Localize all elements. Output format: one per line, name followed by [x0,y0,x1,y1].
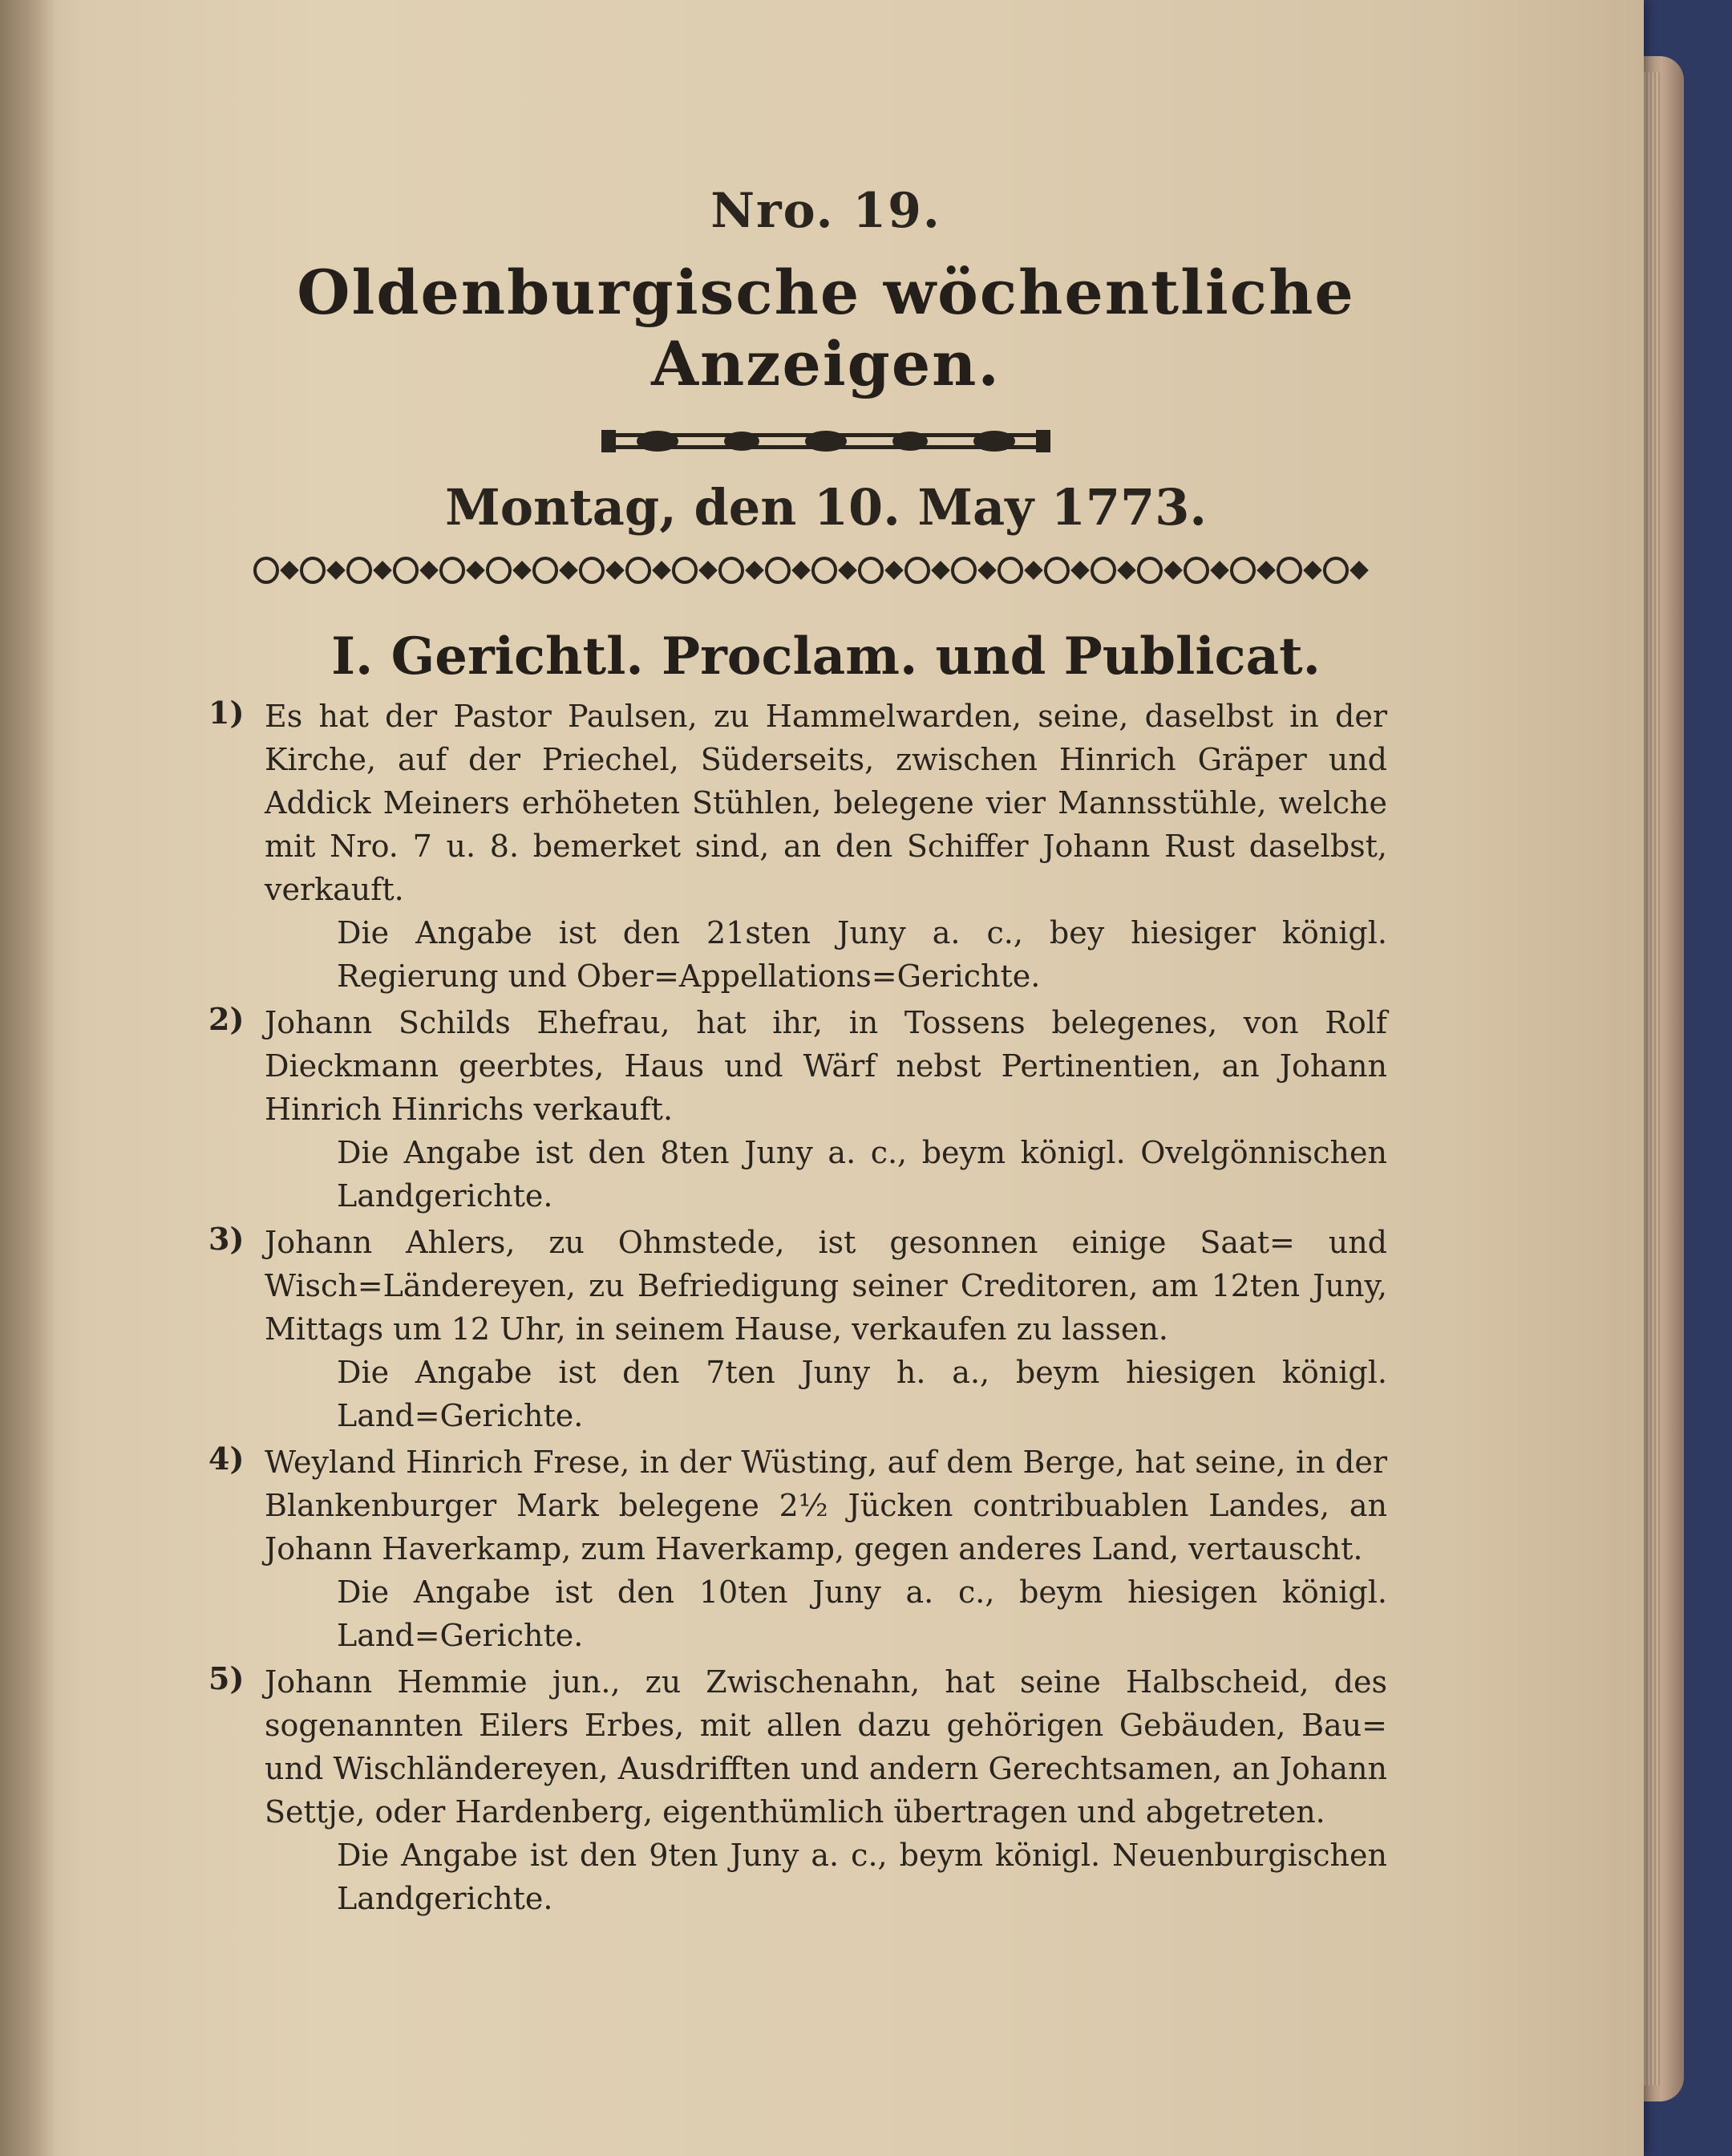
date-ornament-row [249,553,1403,588]
entry-note: Die Angabe ist den 8ten Juny a. c., beym königl. Ovelgönnischen Landgerichte. [337,1135,1387,1214]
ornament-diamond [608,563,622,578]
ornament-ring [255,558,277,582]
ornament-diamond [1166,563,1180,578]
ornament-ring [301,558,324,582]
ornament-ring [674,558,696,582]
ornament-ring [860,558,882,582]
entry-number: 2) [208,1001,245,1037]
entry-number: 1) [208,695,245,731]
ornament-cap-left [601,430,616,452]
ornament-ring [1185,558,1208,582]
entry-text: Johann Ahlers, zu Ohmstede, ist gesonnen einige Saat= und Wisch=Ländereyen, zu Befriedigung seiner Creditoren, am 12ten Juny, Mittags um 12 Uhr, in seinem Hause, verkaufen zu lassen. [265,1225,1387,1347]
ornament-diamond [1212,563,1227,578]
ornament-diamond [515,563,529,578]
ornament-diamond [561,563,576,578]
entry-note: Die Angabe ist den 9ten Juny a. c., beym königl. Neuenburgischen Landgerichte. [337,1838,1387,1916]
ornament-ring [953,558,975,582]
ornament-diamond [1259,563,1273,578]
ornament-ring [767,558,789,582]
ornament-diamond [1352,563,1366,578]
issue-date: Montag, den 10. May 1773. [445,478,1207,537]
ornament-ring [720,558,743,582]
entry-3 [208,1221,1387,1437]
ornament-ring [813,558,836,582]
section-heading: I. Gerichtl. Proclam. und Publicat. [331,626,1321,687]
entry-number: 5) [208,1660,245,1696]
ornament-diamond [375,563,390,578]
title-ornament-bar [601,427,1050,456]
ornament-cap-right [1036,430,1050,452]
ornament-ring [1139,558,1161,582]
ornament-ring [1232,558,1254,582]
ornament-shell-2 [724,432,759,451]
ornament-diamond [933,563,948,578]
ornament-diamond [1026,563,1041,578]
ornament-diamond [794,563,808,578]
entry-text: Weyland Hinrich Frese, in der Wüsting, auf dem Berge, hat seine, in der Blankenburger Mark belegene 2½ Jücken contribuablen Landes, an Johann Haverkamp, zum Haverkamp, gegen anderes Land, vertauscht. [265,1445,1387,1566]
ornament-diamond [747,563,762,578]
entry-4 [208,1441,1387,1657]
entry-note: Die Angabe ist den 21sten Juny a. c., bey hiesiger königl. Regierung und Ober=Appellations=Gerichte. [337,915,1387,994]
entry-number: 3) [208,1221,245,1257]
entry-text: Es hat der Pastor Paulsen, zu Hammelwarden, seine, daselbst in der Kirche, auf der Priechel, Süderseits, zwischen Hinrich Gräper und Addick Meiners erhöheten Stühlen, belegene vier Mannsstühle, welche mit Nro. 7 u. 8. bemerket sind, an den Schiffer Johann Rust daselbst, verkauft. [265,699,1387,907]
ornament-diamond [468,563,483,578]
ornament-ring [441,558,463,582]
ornament-ring [1325,558,1347,582]
ornament-diamond [980,563,994,578]
ornament-diamond [1073,563,1087,578]
ornament-diamond [329,563,343,578]
ornament-ring [1278,558,1301,582]
entry-1 [208,695,1387,998]
ornament-shell-3 [805,431,847,452]
ornament-ring [906,558,929,582]
entry-text: Johann Schilds Ehefrau, hat ihr, in Tossens belegenes, von Rolf Dieckmann geerbtes, Haus und Wärf nebst Pertinentien, an Johann Hinrich Hinrichs verkauft. [265,1005,1387,1127]
ornament-ring [581,558,603,582]
entry-note: Die Angabe ist den 7ten Juny h. a., beym hiesigen königl. Land=Gerichte. [337,1355,1387,1433]
ornament-diamond [422,563,436,578]
ornament-ring [627,558,650,582]
ornament-ring [1046,558,1068,582]
ornament-ring [534,558,556,582]
ornament-ring [348,558,370,582]
ornament-diamond [887,563,901,578]
ornament-diamond [1119,563,1134,578]
ornament-diamond [1305,563,1320,578]
ornament-shell-5 [973,431,1015,452]
ornament-shell-1 [637,431,678,452]
ornament-diamond [654,563,669,578]
ornament-ring [1092,558,1115,582]
ornament-ring [488,558,510,582]
ornament-ring [395,558,417,582]
newspaper-title: Oldenburgische wöchentliche Anzeigen. [297,257,1355,399]
entry-number: 4) [208,1441,245,1477]
entry-2 [208,1001,1387,1218]
entry-text: Johann Hemmie jun., zu Zwischenahn, hat seine Halbscheid, des sogenannten Eilers Erbes, mit allen dazu gehörigen Gebäuden, Bau= und Wischländereyen, Ausdrifften und andern Gerechtsamen, an Johann Settje, oder Hardenberg, eigenthümlich übertragen und abgetreten. [265,1664,1387,1830]
issue-number: Nro. 19. [710,183,941,239]
ornament-shell-4 [892,432,928,451]
ornament-diamond [282,563,297,578]
page-text-block [208,160,1387,1920]
page-gutter [0,0,56,2156]
ornament-diamond [701,563,715,578]
ornament-diamond [840,563,855,578]
entry-note: Die Angabe ist den 10ten Juny a. c., beym hiesigen königl. Land=Gerichte. [337,1574,1387,1653]
ornament-ring [999,558,1022,582]
entry-5 [208,1660,1387,1920]
